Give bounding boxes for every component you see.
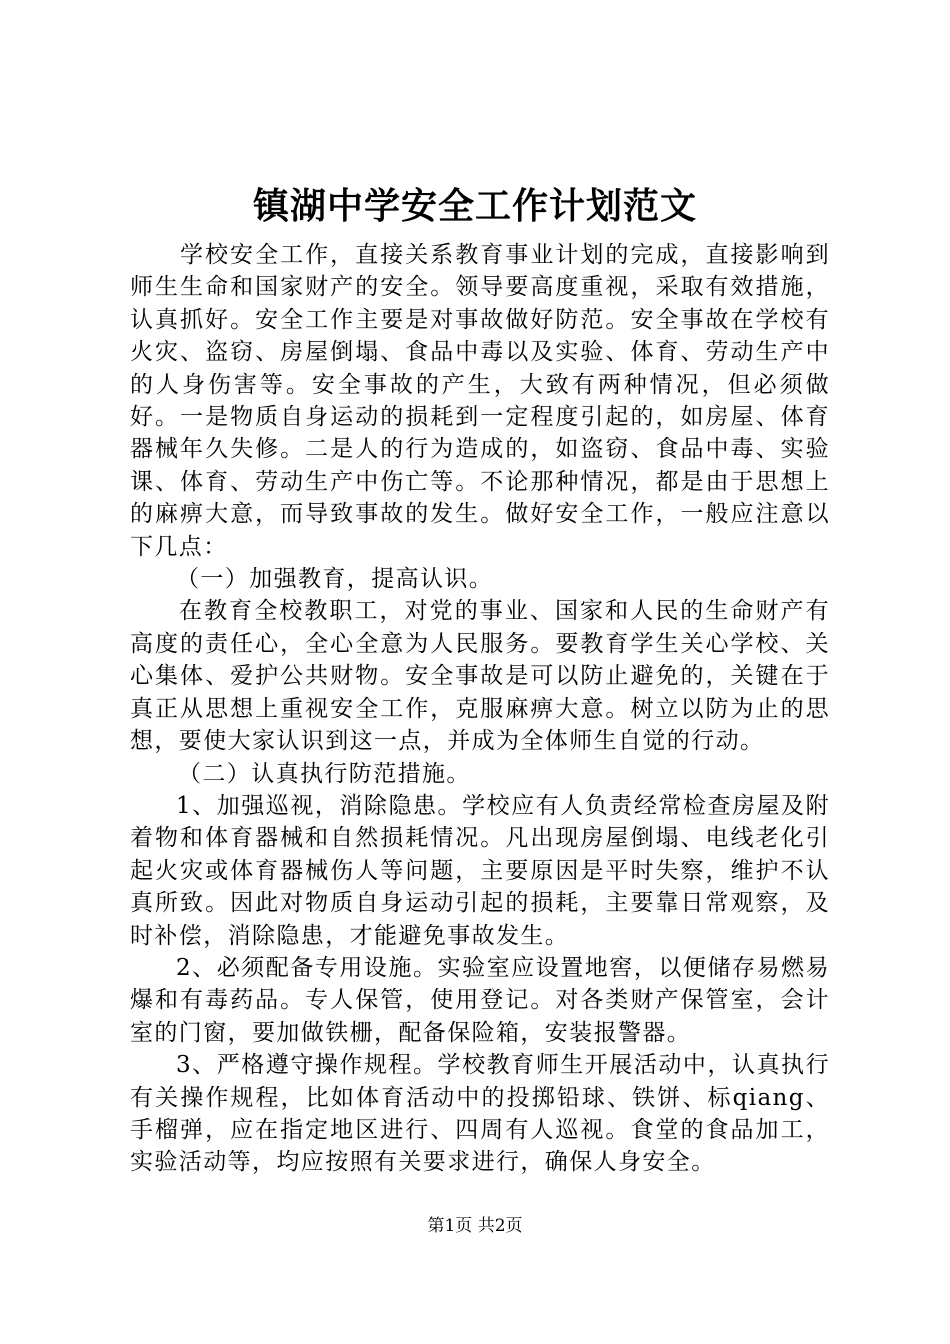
- document-body: [130, 239, 830, 1179]
- section-heading-2: （二）认真执行防范措施。: [178, 760, 471, 787]
- paragraph-item-1: 1、加强巡视，消除隐患。学校应有人负责经常检查房屋及附着物和体育器械和自然损耗情况。凡出现房屋倒塌、电线老化引起火灾或体育器械伤人等问题，主要原因是平时失察，维护不认真所致。因此对物质自身运动引起的损耗，主要靠日常观察，及时补偿，消除隐患，才能避免事故发生。: [130, 792, 830, 949]
- page-number-footer: 第1页 共2页: [427, 1216, 523, 1236]
- document-title: 镇湖中学安全工作计划范文: [252, 185, 697, 227]
- paragraph-intro: 学校安全工作，直接关系教育事业计划的完成，直接影响到师生生命和国家财产的安全。领导要高度重视，采取有效措施，认真抓好。安全工作主要是对事故做好防范。安全事故在学校有火灾、盗窃、房屋倒塌、食品中毒以及实验、体育、劳动生产中的人身伤害等。安全事故的产生，大致有两种情况，但必须做好。一是物质自身运动的损耗到一定程度引起的，如房屋、体育器械年久失修。二是人的行为造成的，如盗窃、食品中毒、实验课、体育、劳动生产中伤亡等。不论那种情况，都是由于思想上的麻痹大意，而导致事故的发生。做好安全工作，一般应注意以下几点：: [130, 242, 830, 560]
- paragraph-education: 在教育全校教职工，对党的事业、国家和人民的生命财产有高度的责任心，全心全意为人民服务。要教育学生关心学校、关心集体、爱护公共财物。安全事故是可以防止避免的，关键在于真正从思想上重视安全工作，克服麻痹大意。树立以防为止的思想，要使大家认识到这一点，并成为全体师生自觉的行动。: [130, 598, 830, 755]
- paragraph-item-3: 3、严格遵守操作规程。学校教育师生开展活动中，认真执行有关操作规程，比如体育活动中的投掷铅球、铁饼、标qiang、手榴弹，应在指定地区进行、四周有人巡视。食堂的食品加工，实验活动等，均应按照有关要求进行，确保人身安全。: [130, 1052, 830, 1176]
- section-heading-1: （一）加强教育，提高认识。: [176, 566, 494, 593]
- paragraph-item-2: 2、必须配备专用设施。实验室应设置地窖，以便储存易燃易爆和有毒药品。专人保管，使用登记。对各类财产保管室，会计室的门窗，要加做铁栅，配备保险箱，安装报警器。: [130, 954, 830, 1046]
